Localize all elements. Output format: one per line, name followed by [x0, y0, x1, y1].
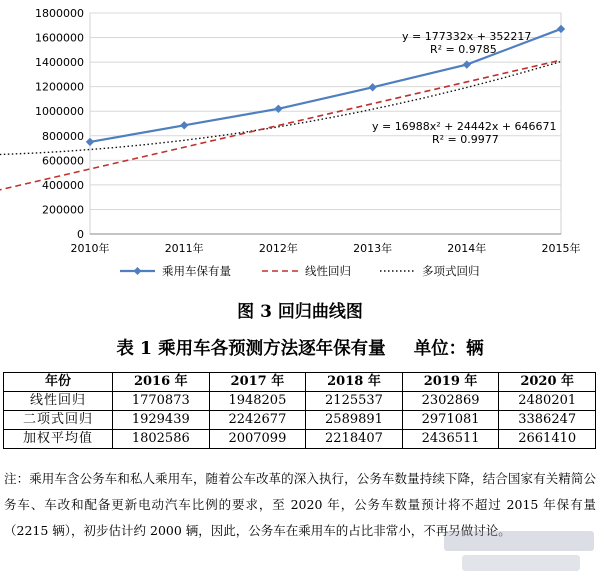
- header-cell: 2020 年: [499, 373, 596, 392]
- x-tick-label: 2012年: [258, 242, 298, 255]
- x-tick-label: 2014年: [447, 242, 487, 255]
- table-cell: 2007099: [209, 430, 306, 449]
- table-cell: 3386247: [499, 411, 596, 430]
- y-tick-label: 1200000: [35, 80, 84, 94]
- table-cell: 2480201: [499, 392, 596, 411]
- x-tick-label: 2013年: [353, 242, 393, 255]
- table-cell: 2218407: [306, 430, 403, 449]
- linear-equation-label: y = 177332x + 352217: [402, 30, 532, 43]
- table-cell: 2589891: [306, 411, 403, 430]
- linear-r2-label: R² = 0.9785: [430, 43, 497, 56]
- table-cell: 2661410: [499, 430, 596, 449]
- data-point: [557, 25, 565, 33]
- y-tick-label: 200000: [42, 203, 84, 217]
- table-cell: 2242677: [209, 411, 306, 430]
- y-tick-label: 400000: [42, 178, 84, 192]
- table-cell: 2971081: [402, 411, 499, 430]
- header-cell: 2019 年: [402, 373, 499, 392]
- legend-marker-actual: [134, 267, 142, 275]
- header-cell: 2016 年: [113, 373, 210, 392]
- row-label: 线性回归: [4, 392, 113, 411]
- table-cell: 1802586: [113, 430, 210, 449]
- table-row: [4, 392, 596, 411]
- y-tick-label: 600000: [42, 154, 84, 168]
- table-cell: 2302869: [402, 392, 499, 411]
- table-row: [4, 411, 596, 430]
- table-cell: 2125537: [306, 392, 403, 411]
- table-row: [4, 430, 596, 449]
- header-cell: 2018 年: [306, 373, 403, 392]
- y-tick-label: 1000000: [35, 105, 84, 119]
- data-point: [86, 138, 94, 146]
- table-cell: 1770873: [113, 392, 210, 411]
- table-header-row: [4, 373, 596, 392]
- data-point: [368, 83, 376, 91]
- table-cell: 2436511: [402, 430, 499, 449]
- table-title-line: [0, 335, 600, 360]
- table-cell: 1948205: [209, 392, 306, 411]
- y-tick-label: 1800000: [35, 7, 84, 20]
- header-cell-year: 年份: [4, 373, 113, 392]
- table-note: 注：乘用车含公务车和私人乘用车，随着公车改革的深入执行，公务车数量持续下降，结合国家有关精简公务车、车改和配备更新电动汽车比例的要求，至 2020 年，公务车数量预计将不超过 2015 年保有量（2215 辆），初步估计约 2000 辆，因此，公务车在乘用车的占比非常小，不再另做讨论。: [4, 471, 596, 538]
- header-cell: 2017 年: [209, 373, 306, 392]
- legend-label-polynomial: 多项式回归: [422, 264, 480, 278]
- y-tick-label: 0: [77, 228, 84, 241]
- table-unit: 单位：辆: [413, 339, 484, 359]
- table-title: 表 1 乘用车各预测方法逐年保有量: [116, 339, 386, 359]
- x-tick-label: 2010年: [70, 242, 110, 255]
- forecast-table: [3, 372, 596, 449]
- row-label: 加权平均值: [4, 430, 113, 449]
- table-cell: 1929439: [113, 411, 210, 430]
- legend-label-linear: 线性回归: [305, 264, 351, 278]
- y-tick-label: 800000: [42, 129, 84, 143]
- figure-caption: 图 3 回归曲线图: [237, 302, 363, 322]
- data-point: [180, 121, 188, 129]
- y-tick-label: 1400000: [35, 56, 84, 70]
- x-tick-label: 2011年: [164, 242, 204, 255]
- legend-label-actual: 乘用车保有量: [162, 264, 231, 278]
- x-tick-label: 2015年: [541, 242, 581, 255]
- polynomial-equation-label: y = 16988x² + 24442x + 646671: [372, 120, 557, 133]
- row-label: 二项式回归: [4, 411, 113, 430]
- y-tick-label: 1600000: [35, 31, 84, 45]
- polynomial-r2-label: R² = 0.9977: [432, 133, 499, 146]
